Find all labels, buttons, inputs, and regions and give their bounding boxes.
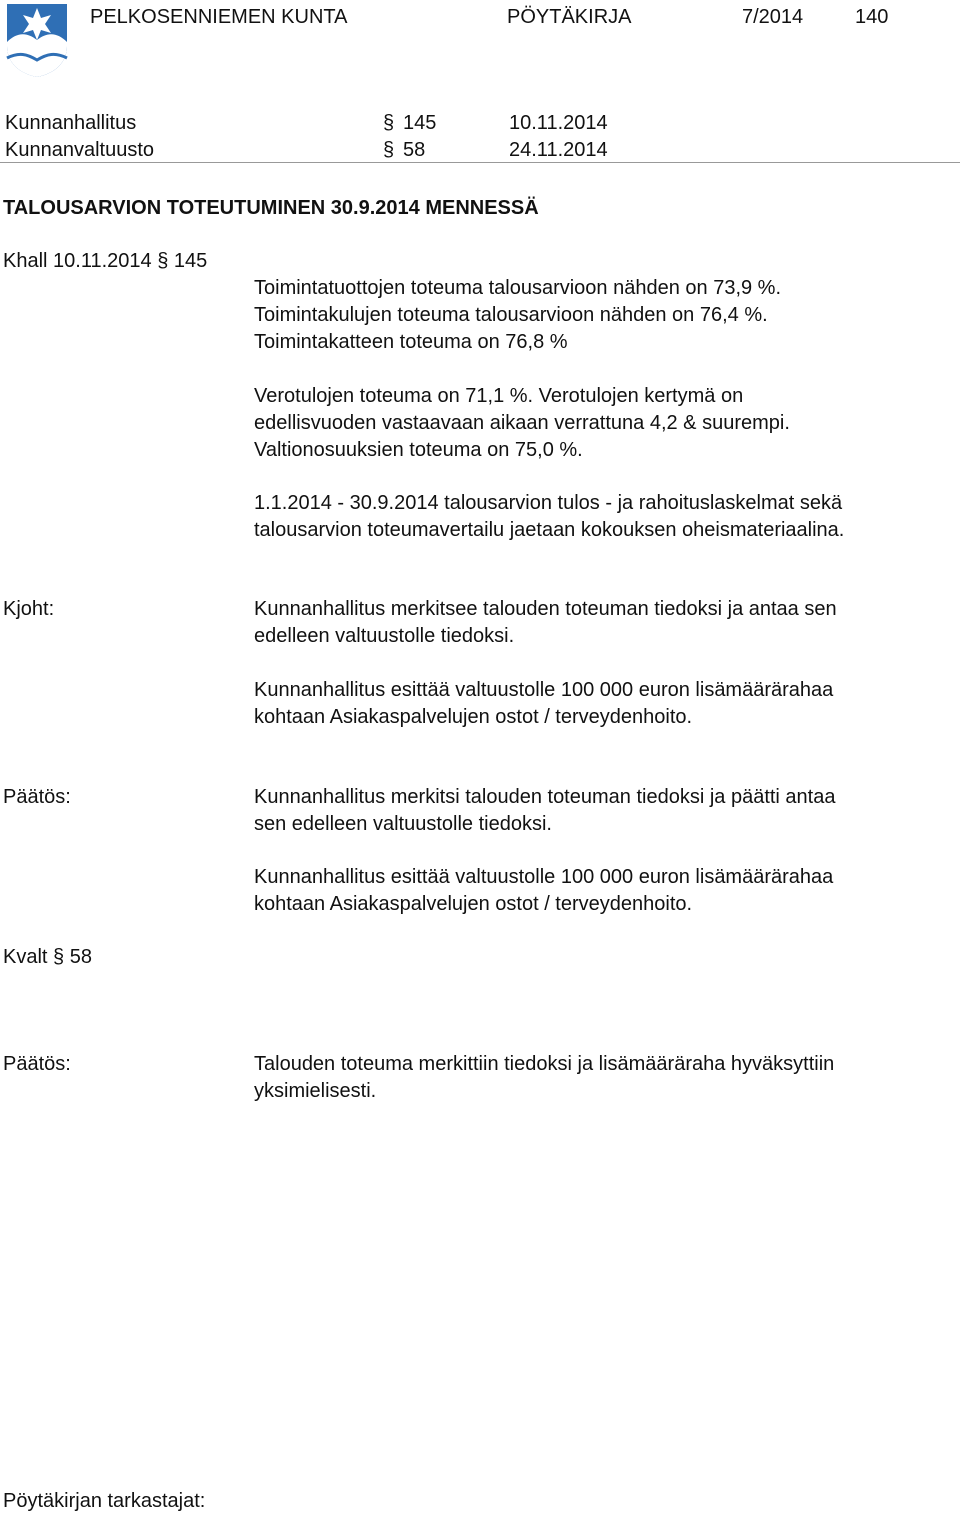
text-line: Toimintatuottojen toteuma talousarvioon nähden on 73,9 %. xyxy=(254,277,782,299)
text-line: sen edelleen valtuustolle tiedoksi. xyxy=(254,813,552,835)
proposal-label: Kjoht: xyxy=(3,598,55,620)
text-line: kohtaan Asiakaspalvelujen ostot / terveydenhoito. xyxy=(254,706,693,728)
text-line: yksimielisesti. xyxy=(254,1080,377,1102)
text-line: Kunnanhallitus merkitsee talouden toteuman tiedoksi ja antaa sen xyxy=(254,598,837,620)
text-line: talousarvion toteumavertailu jaetaan kokouksen oheismateriaalina. xyxy=(254,519,845,541)
page-number: 140 xyxy=(855,6,889,28)
decision-label: Päätös: xyxy=(3,1053,71,1075)
text-line: kohtaan Asiakaspalvelujen ostot / terveydenhoito. xyxy=(254,893,693,915)
text-line: Toimintakulujen toteuma talousarvioon nähden on 76,4 %. xyxy=(254,304,768,326)
document-title: TALOUSARVION TOTEUTUMINEN 30.9.2014 MENNESSÄ xyxy=(3,197,539,219)
text-line: Toimintakatteen toteuma on 76,8 % xyxy=(254,331,568,353)
decision-label: Päätös: xyxy=(3,786,71,808)
text-line: Talouden toteuma merkittiin tiedoksi ja lisämääräraha hyväksyttiin xyxy=(254,1053,835,1075)
proposal-paragraph xyxy=(254,596,954,650)
document-type: PÖYTÄKIRJA xyxy=(507,6,632,28)
text-line: edellisvuoden vastaavaan aikaan verrattuna 4,2 & suurempi. xyxy=(254,412,790,434)
header-divider xyxy=(0,162,960,163)
attachments-paragraph xyxy=(254,490,954,544)
meeting-section: 58 xyxy=(403,139,426,161)
decision-paragraph xyxy=(254,1051,954,1105)
section-sign: § xyxy=(53,946,65,968)
meeting-date: 24.11.2014 xyxy=(509,139,608,161)
kvalt-reference-prefix: Kvalt xyxy=(3,946,48,968)
khall-reference xyxy=(3,248,207,275)
section-sign: § xyxy=(383,112,395,134)
municipality-name: PELKOSENNIEMEN KUNTA xyxy=(90,6,348,28)
khall-reference-section: 145 xyxy=(173,250,208,272)
kvalt-reference-section: 58 xyxy=(69,946,92,968)
text-line: Kunnanhallitus esittää valtuustolle 100 000 euron lisämäärärahaa xyxy=(254,679,834,701)
meeting-body: Kunnanhallitus xyxy=(5,112,137,134)
text-line: Kunnanhallitus esittää valtuustolle 100 000 euron lisämäärärahaa xyxy=(254,866,834,888)
text-line: 1.1.2014 - 30.9.2014 talousarvion tulos - ja rahoituslaskelmat sekä xyxy=(254,492,843,514)
kvalt-reference xyxy=(3,944,92,971)
meeting-section: 145 xyxy=(403,112,437,134)
khall-reference-prefix: Khall 10.11.2014 xyxy=(3,250,152,272)
results-paragraph xyxy=(254,275,954,356)
decision-paragraph xyxy=(254,864,954,918)
section-sign: § xyxy=(383,139,395,161)
proposal-paragraph xyxy=(254,677,954,731)
section-sign: § xyxy=(157,250,169,272)
decision-paragraph xyxy=(254,784,954,838)
text-line: edelleen valtuustolle tiedoksi. xyxy=(254,625,515,647)
text-line: Verotulojen toteuma on 71,1 %. Verotulojen kertymä on xyxy=(254,385,744,407)
text-line: Kunnanhallitus merkitsi talouden toteuman tiedoksi ja päätti antaa xyxy=(254,786,836,808)
meeting-body: Kunnanvaltuusto xyxy=(5,139,155,161)
inspectors-label: Pöytäkirjan tarkastajat: xyxy=(3,1490,206,1512)
meeting-date: 10.11.2014 xyxy=(509,112,608,134)
text-line: Valtionosuuksien toteuma on 75,0 %. xyxy=(254,439,583,461)
tax-revenue-paragraph xyxy=(254,383,954,464)
municipal-crest-logo xyxy=(5,2,69,78)
issue-number: 7/2014 xyxy=(742,6,804,28)
